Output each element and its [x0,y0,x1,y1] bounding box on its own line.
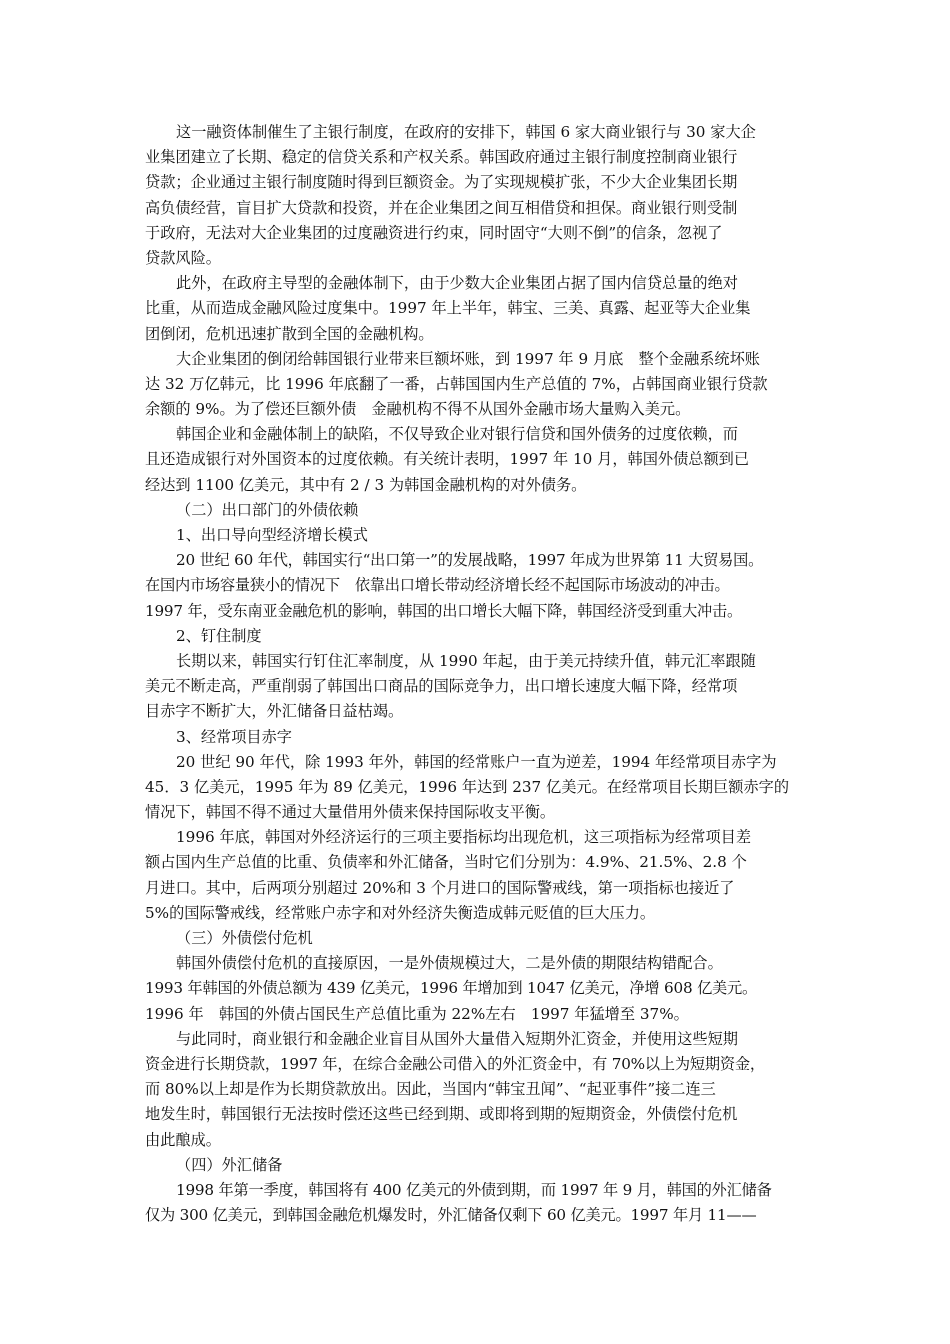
paragraph-line: 这一融资体制催生了主银行制度，在政府的安排下，韩国 6 家大商业银行与 30 家大企 [176,123,756,141]
paragraph-line: 美元不断走高，严重削弱了韩国出口商品的国际竞争力，出口增长速度大幅下降，经常项 [145,677,738,696]
paragraph-line: 仅为 300 亿美元，到韩国金融危机爆发时，外汇储备仅剩下 60 亿美元。1997 年月 11—— [145,1206,757,1225]
paragraph-line: 在国内市场容量狭小的情况下 依靠出口增长带动经济增长经不起国际市场波动的冲击。 [145,576,730,595]
section-heading: （三）外债偿付危机 [176,929,313,947]
paragraph-line: 5%的国际警戒线，经常账户赤字和对外经济失衡造成韩元贬值的巨大压力。 [145,903,656,922]
subsection-heading: 3、经常项目赤字 [176,727,292,746]
paragraph-line: 1996 年底，韩国对外经济运行的三项主要指标均出现危机，这三项指标为经常项目差 [176,828,752,847]
paragraph-line: 1997 年，受东南亚金融危机的影响，韩国的出口增长大幅下降，韩国经济受到重大冲击。 [145,601,743,620]
paragraph-line: 于政府，无法对大企业集团的过度融资进行约束，同时固守“大则不倒”的信条，忽视了 [145,223,723,242]
paragraph-line: 20 世纪 60 年代，韩国实行“出口第一”的发展战略，1997 年成为世界第 11 大贸易国。 [176,551,764,570]
paragraph-line: 余额的 9%。为了偿还巨额外债 金融机构不得不从国外金融市场大量购入美元。 [145,400,691,419]
paragraph-line: 团倒闭，危机迅速扩散到全国的金融机构。 [145,324,434,343]
paragraph-line: 此外，在政府主导型的金融体制下，由于少数大企业集团占据了国内信贷总量的绝对 [176,274,738,293]
subsection-heading: 2、钉住制度 [176,626,262,645]
paragraph-line: 与此同时，商业银行和金融企业盲目从国外大量借入短期外汇资金，并使用这些短期 [176,1029,738,1048]
paragraph-line: 韩国企业和金融体制上的缺陷，不仅导致企业对银行信贷和国外债务的过度依赖，而 [176,425,738,444]
paragraph-line: 高负债经营，盲目扩大贷款和投资，并在企业集团之间互相借贷和担保。商业银行则受制 [145,198,738,217]
paragraph-line: 目赤字不断扩大，外汇储备日益枯竭。 [145,702,404,721]
paragraph-line: 45．3 亿美元，1995 年为 89 亿美元，1996 年达到 237 亿美元。在经常项目长期巨额赤字的 [145,777,790,796]
paragraph-line: 长期以来，韩国实行钉住汇率制度，从 1990 年起，由于美元持续升值，韩元汇率跟随 [176,651,756,670]
paragraph-line: 贷款风险。 [145,248,221,267]
paragraph-line: 20 世纪 90 年代，除 1993 年外，韩国的经常账户一直为逆差，1994 年经常项目赤字为 [176,752,777,771]
paragraph-line: 额占国内生产总值的比重、负债率和外汇储备，当时它们分别为：4.9%、21.5%、2.8 个 [145,853,747,872]
paragraph-line: 1998 年第一季度，韩国将有 400 亿美元的外债到期，而 1997 年 9 月，韩国的外汇储备 [176,1180,772,1199]
paragraph-line: 1993 年韩国的外债总额为 439 亿美元，1996 年增加到 1047 亿美元，净增 608 亿美元。 [145,979,758,998]
paragraph-line: 韩国外债偿付危机的直接原因，一是外债规模过大，二是外债的期限结构错配合。 [176,954,723,973]
section-heading: （二）出口部门的外债依赖 [176,500,359,519]
paragraph-line: 业集团建立了长期、稳定的信贷关系和产权关系。韩国政府通过主银行制度控制商业银行 [145,148,738,167]
subsection-heading: 1、出口导向型经济增长模式 [176,526,368,544]
paragraph-line: 经达到 1100 亿美元，其中有 2 / 3 为韩国金融机构的对外债务。 [145,475,587,494]
paragraph-line: 月进口。其中，后两项分别超过 20%和 3 个月进口的国际警戒线，第一项指标也接近了 [145,878,735,897]
paragraph-line: 达 32 万亿韩元，比 1996 年底翻了一番，占韩国国内生产总值的 7%，占韩国商业银行贷款 [145,374,768,393]
paragraph-line: 1996 年 韩国的外债占国民生产总值比重为 22%左右 1997 年猛增至 37%。 [145,1004,689,1023]
paragraph-line: 情况下，韩国不得不通过大量借用外债来保持国际收支平衡。 [145,803,556,822]
paragraph-line: 由此酿成。 [145,1130,221,1149]
paragraph-line: 地发生时，韩国银行无法按时偿还这些已经到期、或即将到期的短期资金，外债偿付危机 [145,1105,738,1124]
document-body [145,120,813,1228]
section-heading: （四）外汇储备 [176,1155,283,1174]
paragraph-line: 大企业集团的倒闭给韩国银行业带来巨额坏账，到 1997 年 9 月底 整个金融系统坏账 [176,349,760,368]
paragraph-line: 且还造成银行对外国资本的过度依赖。有关统计表明，1997 年 10 月，韩国外债总额到已 [145,450,750,469]
paragraph-line: 比重，从而造成金融风险过度集中。1997 年上半年，韩宝、三美、真露、起亚等大企业集 [145,299,751,318]
paragraph-line: 而 80%以上却是作为长期贷款放出。因此，当国内“韩宝丑闻”、“起亚事件”接二连三 [145,1080,716,1099]
paragraph-line: 资金进行长期贷款，1997 年，在综合金融公司借入的外汇资金中，有 70%以上为短期资金， [145,1054,765,1073]
paragraph-line: 贷款；企业通过主银行制度随时得到巨额资金。为了实现规模扩张，不少大企业集团长期 [145,173,738,192]
